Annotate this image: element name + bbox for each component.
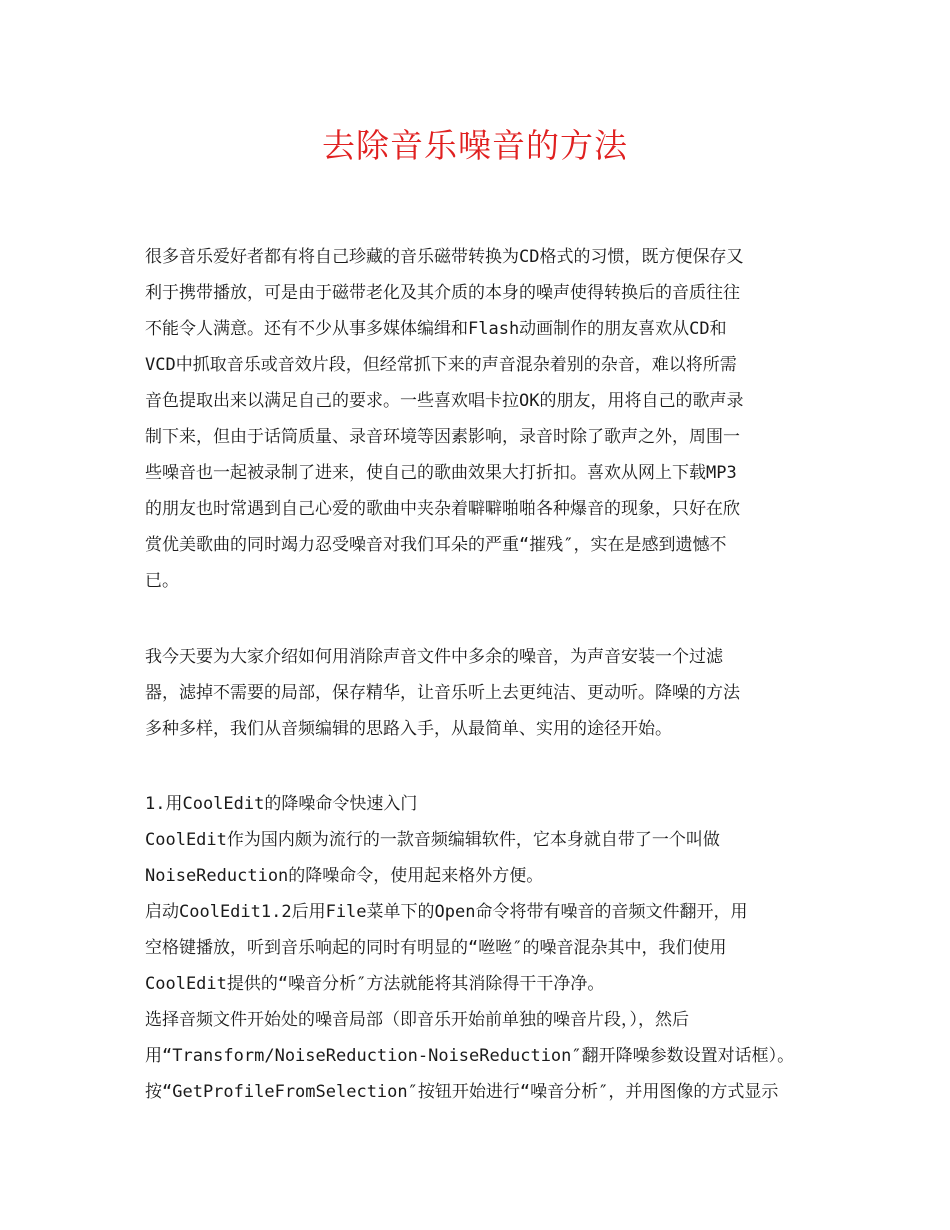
body-line: CoolEdit提供的“噪音分析″方法就能将其消除得干干净净。	[145, 974, 605, 994]
body-line: CoolEdit作为国内颇为流行的一款音频编辑软件，它本身就自带了一个叫做	[145, 830, 720, 850]
body-line: 的朋友也时常遇到自己心爱的歌曲中夹杂着噼噼啪啪各种爆音的现象，只好在欣	[145, 499, 740, 519]
body-line: 启动CoolEdit1.2后用File菜单下的Open命令将带有噪音的音频文件翻开，用	[145, 902, 748, 922]
section-heading: 1.用CoolEdit的降噪命令快速入门	[145, 794, 418, 814]
body-line: NoiseReduction的降噪命令，使用起来格外方便。	[145, 866, 544, 886]
body-line: 我今天要为大家介绍如何用消除声音文件中多余的噪音，为声音安装一个过滤	[145, 647, 723, 667]
body-line: 很多音乐爱好者都有将自己珍藏的音乐磁带转换为CD格式的习惯，既方便保存又	[145, 247, 744, 267]
body-line: 赏优美歌曲的同时竭力忍受噪音对我们耳朵的严重“摧残″，实在是感到遗憾不	[145, 535, 727, 555]
document-title: 去除音乐噪音的方法	[322, 126, 628, 165]
body-line: 选择音频文件开始处的噪音局部（即音乐开始前单独的噪音片段，），然后	[145, 1010, 689, 1030]
body-line: 按“GetProfileFromSelection″按钮开始进行“噪音分析″，并用图像的方式显示	[145, 1082, 779, 1102]
body-line: 多种多样，我们从音频编辑的思路入手，从最简单、实用的途径开始。	[145, 719, 672, 739]
body-line: 已。	[145, 571, 179, 591]
body-line: 些噪音也一起被录制了进来，使自己的歌曲效果大打折扣。喜欢从网上下载MP3	[145, 463, 737, 483]
body-line: 利于携带播放，可是由于磁带老化及其介质的本身的噪声使得转换后的音质往往	[145, 283, 740, 303]
body-line: 不能令人满意。还有不少从事多媒体编缉和Flash动画制作的朋友喜欢从CD和	[145, 319, 727, 339]
body-line: 用“Transform/NoiseReduction-NoiseReduction″翻开降噪参数设置对话框）。	[145, 1046, 795, 1066]
body-line: 空格键播放，听到音乐响起的同时有明显的“咝咝″的噪音混杂其中，我们使用	[145, 938, 727, 958]
body-line: 器，滤掉不需要的局部，保存精华，让音乐听上去更纯洁、更动听。降噪的方法	[145, 683, 740, 703]
body-line: 制下来，但由于话筒质量、录音环境等因素影响，录音时除了歌声之外，周围一	[145, 427, 740, 447]
body-line: VCD中抓取音乐或音效片段，但经常抓下来的声音混杂着别的杂音，难以将所需	[145, 355, 737, 375]
body-line: 音色提取出来以满足自己的要求。一些喜欢唱卡拉OK的朋友，用将自己的歌声录	[145, 391, 744, 411]
